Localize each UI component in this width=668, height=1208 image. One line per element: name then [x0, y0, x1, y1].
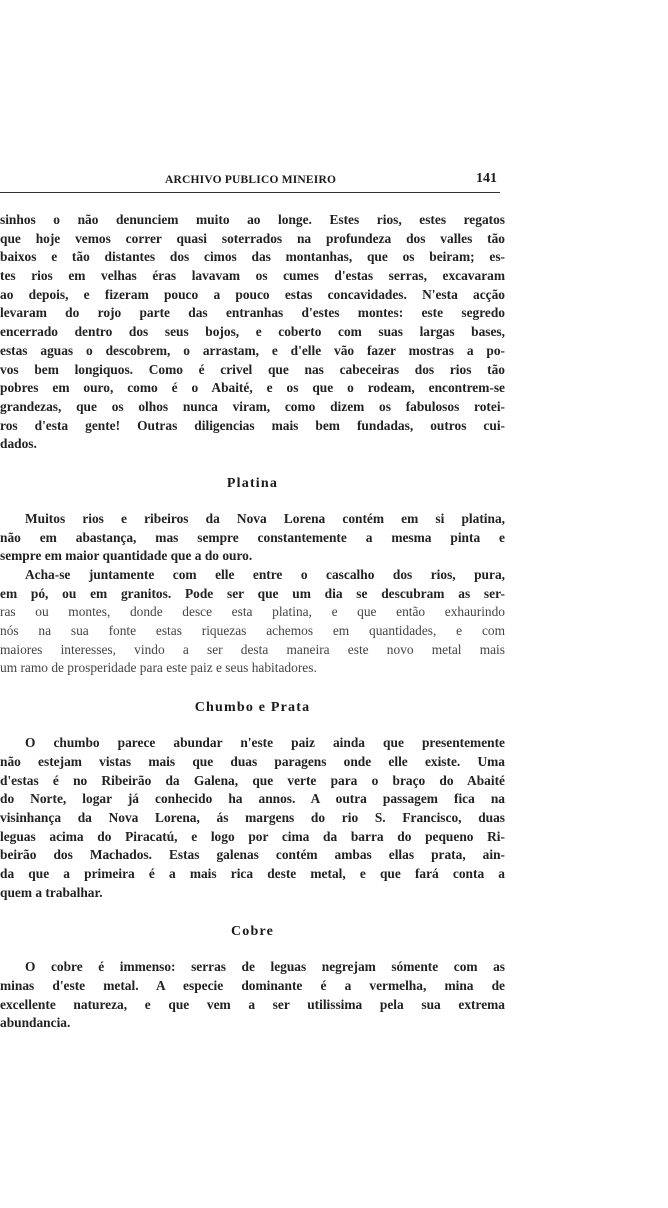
text-line: do Norte, logar já conhecido ha annos. A outra passagem fica na — [0, 791, 505, 807]
text-line: vos bem longiquos. Como é crivel que nas cabeceiras dos rios tão — [0, 361, 505, 377]
section-platina — [0, 510, 505, 678]
section-cobre — [0, 958, 505, 1033]
text-line: Muitos rios e ribeiros da Nova Lorena contém em si platina, — [25, 510, 505, 526]
text-line: encerrado dentro dos seus bojos, e coberto com suas largas bases, — [0, 324, 505, 340]
text-line: excellente natureza, e que vem a ser utilissima pela sua extrema — [0, 996, 505, 1012]
text-line: ras ou montes, donde desce esta platina, e que então exhaurindo — [0, 604, 505, 620]
text-line: não estejam vistas mais que duas paragens onde elle existe. Uma — [0, 753, 505, 769]
text-line: levaram do rojo parte das entranhas d'estes montes: este segredo — [0, 305, 505, 321]
text-line: tes rios em velhas éras lavavam os cumes d'estas serras, excavaram — [0, 268, 505, 284]
running-title: ARCHIVO PUBLICO MINEIRO — [165, 174, 337, 186]
text-line: ros d'esta gente! Outras diligencias mais bem fundadas, outros cui- — [0, 417, 505, 433]
text-line: O chumbo parece abundar n'este paiz ainda que presentemente — [25, 735, 505, 751]
text-line: beirão dos Machados. Estas galenas contém ambas ellas prata, ain- — [0, 847, 505, 863]
text-line: em pó, ou em granitos. Pode ser que um dia se descubram as ser- — [0, 585, 505, 601]
section-heading-platina: Platina — [226, 475, 279, 491]
text-line: visinhança da Nova Lorena, ás margens do rio S. Francisco, duas — [0, 809, 505, 825]
text-line: quem a trabalhar. — [0, 884, 103, 900]
text-line: grandezas, que os olhos nunca viram, como dizem os fabulosos rotei- — [0, 398, 505, 414]
text-line: um ramo de prosperidade para este paiz e seus habitadores. — [0, 660, 317, 676]
text-line: sempre em maior quantidade que a do ouro. — [0, 548, 253, 564]
text-line: abundancia. — [0, 1015, 71, 1031]
section-heading-cobre: Cobre — [230, 924, 275, 940]
text-line: que hoje vemos correr quasi soterrados na profundeza dos valles tão — [0, 230, 505, 246]
text-line: O cobre é immenso: serras de leguas negrejam sómente com as — [25, 959, 505, 975]
header-rule — [0, 192, 500, 193]
text-line: pobres em ouro, como é o Abaité, e os que o rodeam, encontrem-se — [0, 380, 505, 396]
intro-paragraph — [0, 211, 505, 454]
page-body — [0, 211, 505, 1033]
text-line: Acha-se juntamente com elle entre o cascalho dos rios, pura, — [25, 567, 505, 582]
text-line: minas d'este metal. A especie dominante é a vermelha, mina de — [0, 978, 505, 993]
section-chumbo-e-prata — [0, 734, 505, 902]
text-line: nós na sua fonte estas riquezas achemos em quantidades, e com — [0, 623, 505, 639]
section-heading-chumbo-e-prata: Chumbo e Prata — [194, 700, 311, 716]
text-line: não em abastança, mas sempre constantemente a mesma pinta e — [0, 529, 505, 545]
text-line: leguas acima do Piracatú, e logo por cima da barra do pequeno Ri- — [0, 828, 505, 844]
running-header — [0, 168, 500, 196]
text-line: d'estas é no Ribeirão da Galena, que verte para o braço do Abaité — [0, 772, 505, 788]
text-line: estas aguas o descobrem, o arrastam, e d'elle vão fazer mostras a po- — [0, 342, 505, 358]
text-line: maiores interesses, vindo a ser desta maneira este novo metal mais — [0, 641, 505, 657]
text-line: baixos e tão distantes dos cimos das montanhas, que os beiram; es- — [0, 249, 505, 265]
page-number: 141 — [476, 171, 497, 186]
text-line: ao depois, e fizeram pouco a pouco estas concavidades. N'esta acção — [0, 286, 505, 302]
text-line: dados. — [0, 436, 37, 452]
text-line: da que a primeira é a mais rica deste metal, e que fará conta a — [0, 865, 505, 881]
text-line: sinhos o não denunciem muito ao longe. Estes rios, estes regatos — [0, 212, 505, 227]
